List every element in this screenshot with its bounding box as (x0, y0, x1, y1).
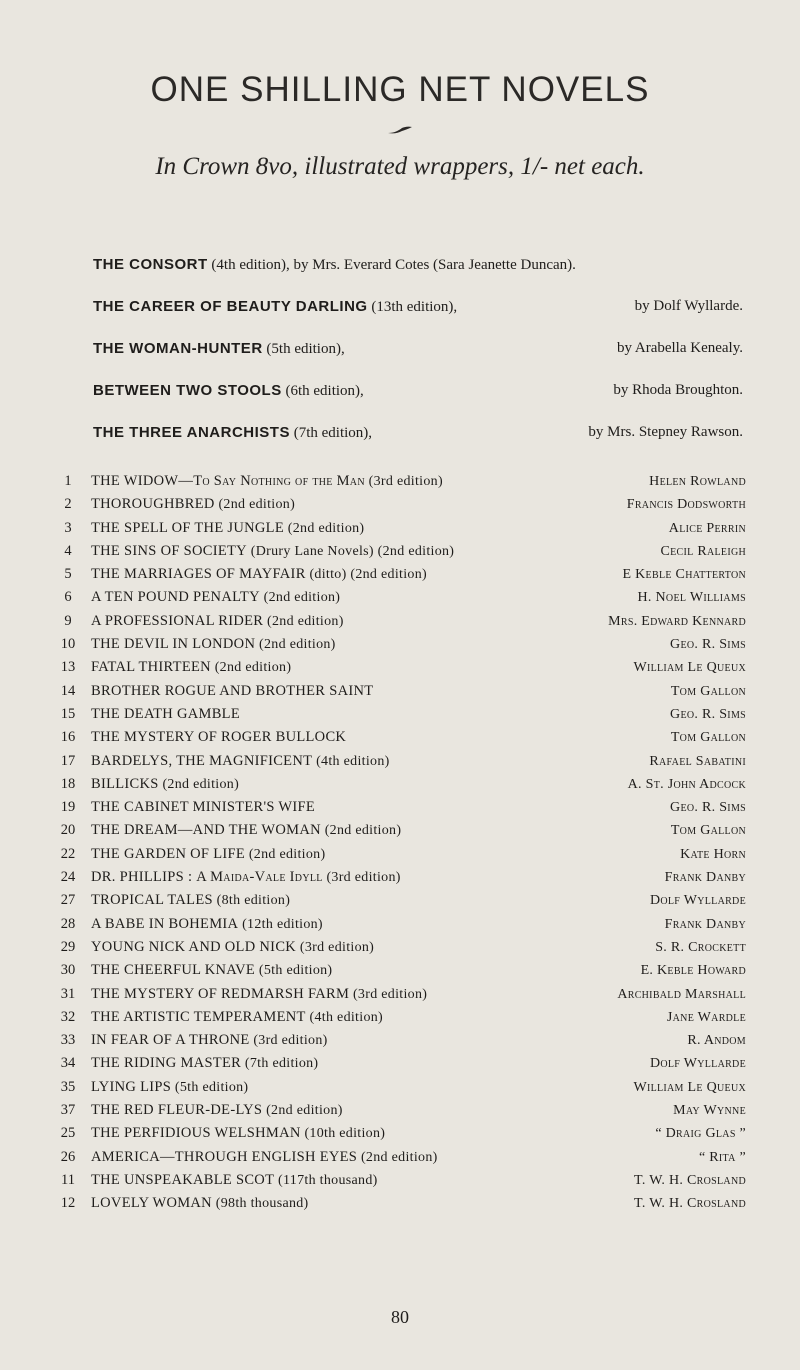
featured-book (93, 298, 753, 340)
book-title: THE MYSTERY OF REDMARSH FARM (91, 985, 350, 1002)
book-author: E Keble Chatterton (622, 567, 746, 583)
book-number: 3 (64, 519, 72, 536)
book-edition: (5th edition) (171, 1079, 249, 1095)
book-author: Frank Danby (664, 916, 746, 932)
book-title-group (91, 773, 239, 796)
book-title: BARDELYS, THE MAGNIFICENT (91, 752, 313, 769)
book-edition: (117th thousand) (274, 1172, 378, 1188)
book-edition: (8th edition) (212, 893, 291, 909)
book-author: Kate Horn (680, 846, 746, 862)
book-row (56, 1192, 746, 1215)
book-row (56, 889, 746, 912)
book-number: 26 (60, 1148, 76, 1165)
book-edition: (3rd edition) (364, 474, 443, 489)
numbered-book-list (56, 470, 746, 1216)
featured-edition: (5th edition), (266, 341, 345, 357)
book-number: 25 (60, 1125, 76, 1142)
book-title: FATAL THIRTEEN (91, 659, 211, 676)
book-title: THE RED FLEUR-DE-LYS (91, 1102, 263, 1119)
book-row (56, 1122, 746, 1145)
book-title: THE DEVIL IN LONDON (91, 636, 256, 653)
book-row (56, 773, 746, 796)
book-number: 16 (60, 729, 76, 746)
book-row (56, 1146, 746, 1169)
book-subtitle: A Maida-Vale Idyll (196, 869, 323, 886)
book-row (56, 959, 746, 982)
page-subtitle: In Crown 8vo, illustrated wrappers, 1/- net each. (155, 153, 645, 180)
book-row (56, 470, 746, 493)
book-title-group (91, 517, 364, 540)
book-number: 30 (60, 962, 76, 979)
book-edition: (98th thousand) (211, 1196, 309, 1212)
book-number: 34 (60, 1055, 76, 1072)
book-edition: (3rd edition) (296, 939, 375, 955)
book-title-group (91, 680, 373, 703)
book-title: BILLICKS (91, 775, 159, 792)
book-title-group (91, 1029, 328, 1052)
book-author: Tom Gallon (670, 683, 746, 699)
book-title: THE UNSPEAKABLE SCOT (91, 1171, 275, 1188)
book-title: AMERICA—THROUGH ENGLISH EYES (91, 1148, 358, 1165)
book-title: THE ARTISTIC TEMPERAMENT (91, 1008, 306, 1025)
book-row (56, 680, 746, 703)
book-title-group (91, 703, 240, 726)
book-row (56, 633, 746, 656)
book-edition: (3rd edition) (349, 986, 428, 1002)
book-edition: (2nd edition) (283, 520, 365, 536)
book-row (56, 517, 746, 540)
book-title-group (91, 843, 325, 866)
book-author: Geo. R. Sims (670, 637, 746, 653)
book-row (56, 726, 746, 749)
book-row (56, 563, 746, 586)
book-row (56, 983, 746, 1006)
book-title-group (91, 563, 427, 586)
book-edition: (2nd edition) (320, 823, 402, 839)
book-title: THE SINS OF SOCIETY (91, 542, 247, 559)
featured-book (93, 340, 753, 382)
featured-author: by Arabella Kenealy. (616, 340, 743, 356)
book-edition: (12th edition) (238, 916, 323, 932)
book-author: Jane Wardle (666, 1009, 746, 1025)
book-row (56, 493, 746, 516)
book-author: William Le Queux (633, 1079, 746, 1095)
featured-list (93, 256, 753, 466)
book-title-group (91, 959, 332, 982)
book-number: 4 (64, 542, 72, 559)
book-edition: (4th edition) (305, 1009, 383, 1025)
book-number: 19 (60, 799, 76, 816)
book-edition: (2nd edition) (158, 776, 240, 792)
book-number: 22 (60, 845, 76, 862)
page-number: 80 (391, 1307, 409, 1327)
book-title: THE CABINET MINISTER'S WIFE (91, 799, 316, 816)
book-author: Francis Dodsworth (626, 497, 746, 513)
book-author: Rafael Sabatini (649, 753, 746, 769)
book-title-group (91, 493, 295, 516)
book-author: T. W. H. Crosland (634, 1172, 746, 1188)
book-edition: (2nd edition) (255, 637, 336, 653)
book-author: Tom Gallon (670, 823, 746, 839)
book-title-group (91, 1146, 438, 1169)
book-title: LYING LIPS (91, 1078, 172, 1095)
book-title: TROPICAL TALES (91, 892, 213, 909)
featured-title: THE THREE ANARCHISTS (93, 424, 290, 441)
book-number: 12 (60, 1195, 76, 1212)
book-number: 11 (61, 1171, 75, 1188)
book-edition: (2nd edition) (214, 497, 296, 513)
book-author: Frank Danby (664, 870, 746, 886)
featured-author: by Dolf Wyllarde. (634, 298, 743, 314)
page-title: ONE SHILLING NET NOVELS (150, 70, 650, 109)
book-number: 1 (64, 473, 72, 489)
book-number: 20 (60, 822, 76, 839)
book-number: 33 (60, 1032, 76, 1049)
book-edition: (ditto) (2nd edition) (305, 567, 427, 583)
featured-author: by Rhoda Broughton. (613, 382, 743, 398)
book-title-group (91, 1052, 318, 1075)
featured-edition: (6th edition), (285, 383, 364, 399)
book-row (56, 586, 746, 609)
book-number: 32 (60, 1008, 76, 1025)
book-row (56, 913, 746, 936)
book-title: THE MYSTERY OF ROGER BULLOCK (91, 729, 347, 746)
book-author: R. Andom (687, 1033, 746, 1049)
book-title: THE WIDOW— (91, 473, 194, 489)
book-title-group (91, 796, 315, 819)
book-number: 35 (60, 1078, 76, 1095)
book-author: Cecil Raleigh (660, 543, 746, 559)
book-row (56, 610, 746, 633)
book-number: 9 (64, 612, 72, 629)
book-edition: (10th edition) (300, 1126, 386, 1142)
book-edition: (Drury Lane Novels) (2nd edition) (246, 543, 455, 559)
book-title-group (91, 1076, 248, 1099)
book-number: 37 (60, 1102, 76, 1119)
featured-author: by Mrs. Everard Cotes (Sara Jeanette Duncan). (293, 257, 576, 273)
book-author: May Wynne (673, 1103, 746, 1119)
book-author: Geo. R. Sims (670, 706, 746, 722)
featured-book (93, 382, 753, 424)
book-title-group (91, 470, 443, 493)
book-subtitle: To Say Nothing of the Man (193, 473, 365, 489)
book-row (56, 703, 746, 726)
book-edition: (4th edition) (312, 753, 390, 769)
book-title: THE CHEERFUL KNAVE (91, 962, 256, 979)
book-row (56, 866, 746, 889)
featured-edition: (4th edition), (211, 257, 290, 273)
book-title-group (91, 889, 290, 912)
book-title: A TEN POUND PENALTY (91, 589, 260, 606)
book-title-group (91, 610, 344, 633)
book-author: Tom Gallon (670, 730, 746, 746)
book-row (56, 1076, 746, 1099)
book-row (56, 819, 746, 842)
book-number: 18 (60, 775, 76, 792)
book-number: 29 (60, 938, 76, 955)
book-title-group (91, 633, 336, 656)
book-title: THE RIDING MASTER (91, 1055, 242, 1072)
book-author: A. St. John Adcock (627, 776, 746, 792)
book-title: LOVELY WOMAN (91, 1195, 212, 1212)
book-title-group (91, 1169, 378, 1192)
book-title: THE SPELL OF THE JUNGLE (91, 519, 284, 536)
book-number: 2 (64, 496, 72, 513)
book-title-group (91, 656, 291, 679)
book-title: BROTHER ROGUE AND BROTHER SAINT (91, 682, 374, 699)
book-title-group (91, 750, 390, 773)
book-author: Helen Rowland (649, 474, 746, 489)
book-edition: (2nd edition) (262, 1103, 343, 1119)
book-title-group (91, 983, 427, 1006)
book-row (56, 750, 746, 773)
book-number: 13 (60, 659, 76, 676)
book-edition: (2nd edition) (259, 590, 341, 606)
book-edition: (2nd edition) (357, 1149, 438, 1165)
featured-edition: (13th edition), (371, 299, 458, 315)
book-author: Geo. R. Sims (670, 800, 746, 816)
book-edition: (3rd edition) (322, 870, 401, 886)
book-number: 15 (60, 705, 76, 722)
book-author: William Le Queux (633, 660, 746, 676)
book-title: THE GARDEN OF LIFE (91, 845, 246, 862)
book-title-group (91, 1192, 309, 1215)
book-title: THE DREAM—AND THE WOMAN (91, 822, 321, 839)
featured-book (93, 256, 753, 298)
book-edition: (3rd edition) (249, 1033, 328, 1049)
book-title-group (91, 913, 323, 936)
book-edition: (2nd edition) (210, 660, 292, 676)
book-row (56, 936, 746, 959)
book-title: IN FEAR OF A THRONE (91, 1032, 250, 1049)
featured-author: by Mrs. Stepney Rawson. (588, 424, 743, 440)
book-number: 6 (64, 589, 72, 606)
book-title: A BABE IN BOHEMIA (91, 915, 239, 932)
book-author: Dolf Wyllarde (649, 1056, 746, 1072)
book-number: 31 (60, 985, 76, 1002)
book-title: THE DEATH GAMBLE (91, 705, 240, 722)
book-title-group (91, 586, 340, 609)
ornament-flourish-icon (386, 125, 414, 135)
book-author: Mrs. Edward Kennard (608, 613, 746, 629)
book-number: 24 (60, 869, 76, 886)
book-row (56, 843, 746, 866)
book-title: DR. PHILLIPS : (91, 869, 197, 886)
book-row (56, 1006, 746, 1029)
book-title: THE MARRIAGES OF MAYFAIR (91, 566, 306, 583)
book-number: 27 (60, 892, 76, 909)
featured-title: THE WOMAN-HUNTER (93, 340, 263, 357)
book-row (56, 796, 746, 819)
book-number: 5 (64, 566, 72, 583)
book-author: Alice Perrin (668, 520, 746, 536)
book-author: Dolf Wyllarde (649, 893, 746, 909)
book-number: 17 (60, 752, 76, 769)
book-title-group (91, 1006, 383, 1029)
book-edition: (2nd edition) (263, 613, 344, 629)
featured-title: BETWEEN TWO STOOLS (93, 382, 282, 399)
book-row (56, 540, 746, 563)
book-author: T. W. H. Crosland (634, 1196, 746, 1212)
book-title: YOUNG NICK AND OLD NICK (91, 938, 297, 955)
book-title-group (91, 819, 401, 842)
book-row (56, 656, 746, 679)
book-author: E. Keble Howard (640, 963, 746, 979)
featured-book (93, 424, 753, 466)
book-edition: (7th edition) (241, 1056, 319, 1072)
book-title-group (91, 866, 401, 889)
book-title-group (91, 726, 346, 749)
featured-edition: (7th edition), (293, 425, 373, 441)
book-edition: (5th edition) (255, 963, 333, 979)
book-title: THE PERFIDIOUS WELSHMAN (91, 1125, 301, 1142)
book-title: THOROUGHBRED (91, 496, 215, 513)
book-number: 14 (60, 682, 76, 699)
book-author: Archibald Marshall (617, 986, 746, 1002)
book-row (56, 1029, 746, 1052)
book-title-group (91, 540, 454, 563)
book-author: “ Draig Glas ” (655, 1126, 746, 1142)
book-author: “ Rita ” (698, 1149, 746, 1165)
featured-title: THE CAREER OF BEAUTY DARLING (93, 298, 368, 315)
book-title-group (91, 936, 374, 959)
book-title-group (91, 1122, 385, 1145)
book-number: 10 (60, 636, 76, 653)
featured-title: THE CONSORT (93, 256, 208, 273)
book-row (56, 1099, 746, 1122)
book-edition: (2nd edition) (245, 846, 326, 862)
book-row (56, 1052, 746, 1075)
book-author: S. R. Crockett (655, 939, 746, 955)
book-title-group (91, 1099, 343, 1122)
book-row (56, 1169, 746, 1192)
book-title: A PROFESSIONAL RIDER (91, 612, 264, 629)
book-number: 28 (60, 915, 76, 932)
book-author: H. Noel Williams (637, 590, 746, 606)
